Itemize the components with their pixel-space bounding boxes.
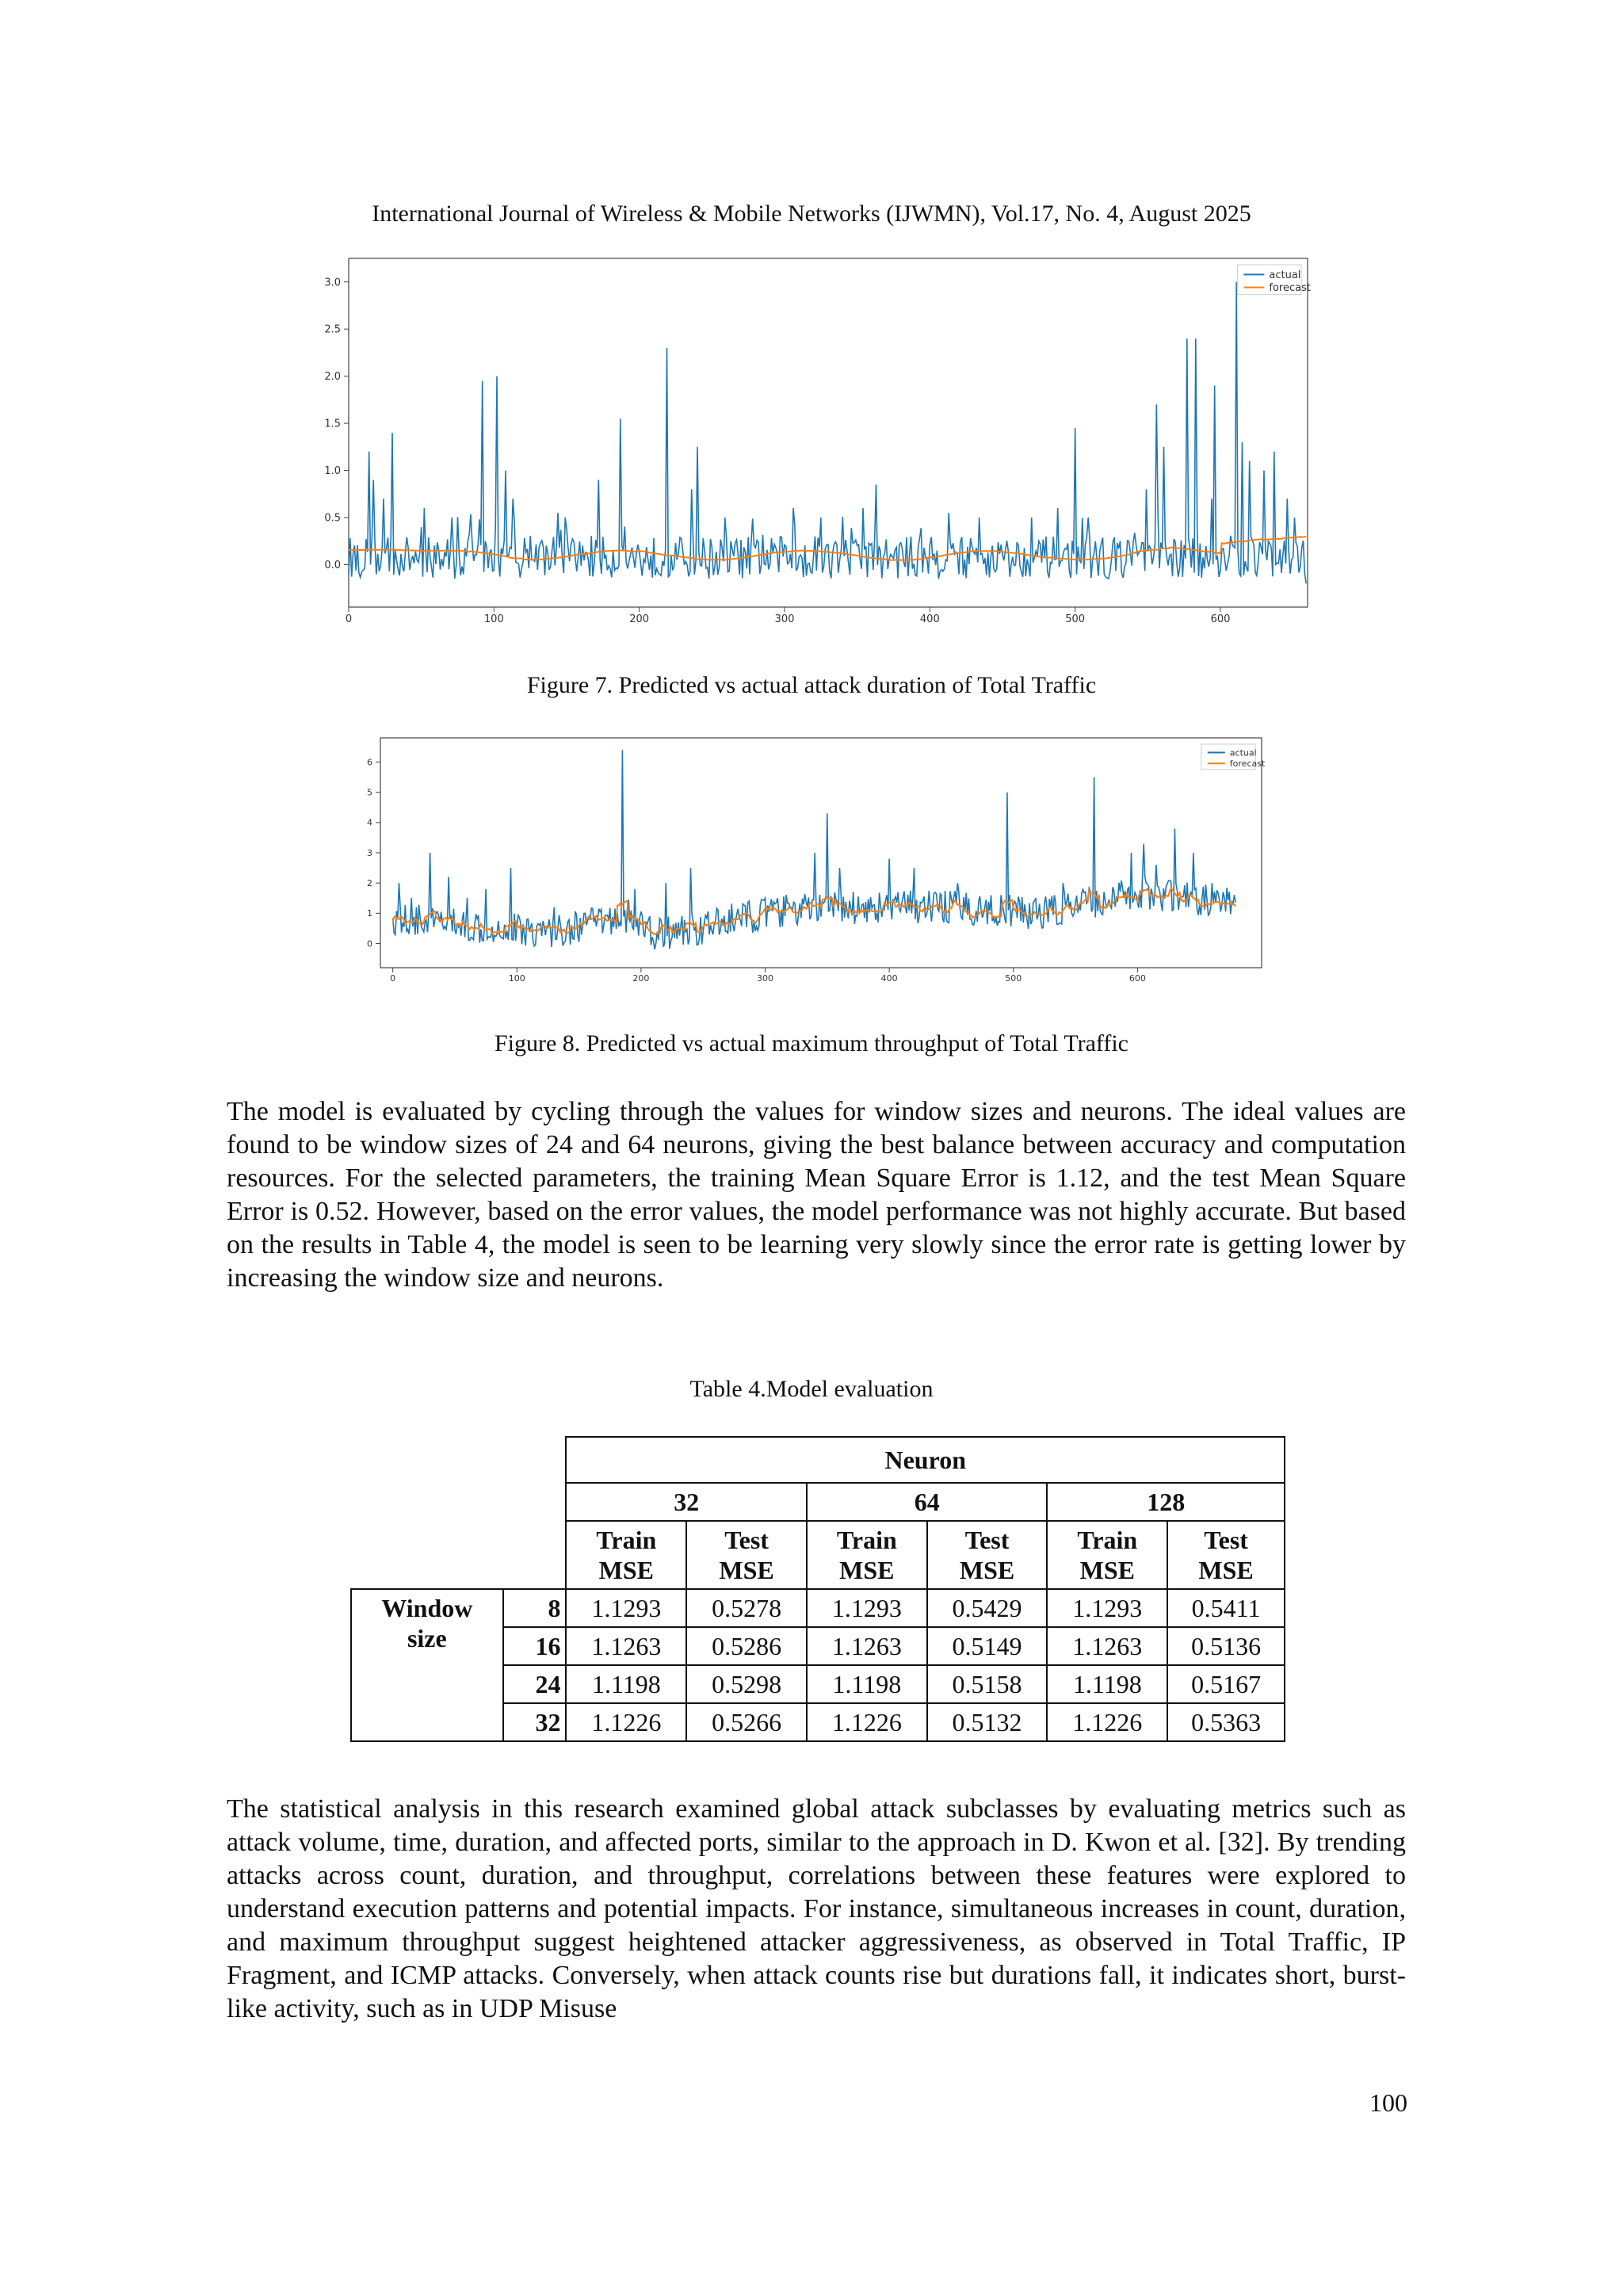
x-tick-label: 200	[632, 973, 650, 984]
table-cell: 1.1263	[1047, 1627, 1167, 1665]
x-tick-label: 500	[1005, 973, 1022, 984]
table-cell: 0.5298	[686, 1665, 807, 1703]
x-tick-label: 100	[508, 973, 525, 984]
table-cell: 0.5363	[1167, 1703, 1285, 1741]
y-tick-label: 2.0	[324, 371, 341, 384]
page-number: 100	[1369, 2088, 1407, 2117]
y-tick-label: 1.5	[324, 418, 341, 430]
figure-7-caption: Figure 7. Predicted vs actual attack duration of Total Traffic	[526, 672, 1097, 698]
x-tick-label: 0	[390, 973, 396, 984]
y-tick-label: 3.0	[324, 277, 341, 289]
table-row	[351, 1589, 1285, 1627]
legend-label: actual	[1229, 747, 1257, 758]
x-tick-label: 400	[919, 613, 940, 625]
table-cell: 1.1293	[807, 1589, 927, 1627]
y-tick-label: 1.0	[324, 465, 341, 478]
window-size-label: Window size	[351, 1589, 503, 1741]
legend-label: forecast	[1269, 282, 1311, 295]
window-size-cell: 8	[503, 1589, 567, 1627]
table-cell: 0.5411	[1167, 1589, 1285, 1627]
table-cell: 1.1198	[566, 1665, 686, 1703]
metric-header: Train MSE	[807, 1521, 927, 1589]
table-cell: 0.5167	[1167, 1665, 1285, 1703]
x-tick-label: 100	[483, 613, 504, 625]
table-cell: 1.1198	[1047, 1665, 1167, 1703]
x-tick-label: 600	[1128, 973, 1146, 984]
table-header-row-1	[351, 1437, 1285, 1483]
table-header-row-2	[351, 1483, 1285, 1521]
table-cell: 0.5278	[686, 1589, 807, 1627]
table-cell: 0.5266	[686, 1703, 807, 1741]
neuron-group-header: Neuron	[566, 1437, 1285, 1483]
model-evaluation-table	[350, 1436, 1285, 1742]
metric-header: Test MSE	[686, 1521, 807, 1589]
table-cell: 1.1263	[566, 1627, 686, 1665]
table-4-caption: Table 4.Model evaluation	[689, 1376, 934, 1402]
table-header-row-3	[351, 1521, 1285, 1589]
table-cell: 0.5136	[1167, 1627, 1285, 1665]
figure-8-caption: Figure 8. Predicted vs actual maximum throughput of Total Traffic	[494, 1030, 1128, 1056]
metric-header: Train MSE	[1047, 1521, 1167, 1589]
x-tick-label: 600	[1210, 613, 1231, 625]
table-cell: 0.5158	[927, 1665, 1048, 1703]
body-paragraph-2: The statistical analysis in this research examined global attack subclasses by evaluating metrics such as attack volume, time, duration, and affected ports, similar to the approach in D. Kwon et al. [32]. By trending attacks across count, duration, and throughput, correlations between these features were explored to understand execution patterns and potential impacts. For instance, simultaneous increases in count, duration, and maximum throughput suggest heightened attacker aggressiveness, as observed in Total Traffic, IP Fragment, and ICMP attacks. Conversely, when attack counts rise but durations fall, it indicates short, burst-like activity, such as in UDP Misuse	[227, 1794, 1406, 2023]
window-size-cell: 24	[503, 1665, 567, 1703]
x-tick-label: 300	[774, 613, 795, 625]
metric-header: Test MSE	[927, 1521, 1048, 1589]
neuron-count-header: 32	[566, 1483, 806, 1521]
table-cell: 0.5132	[927, 1703, 1048, 1741]
y-tick-label: 2.5	[324, 323, 341, 336]
x-tick-label: 200	[629, 613, 650, 625]
window-size-cell: 16	[503, 1627, 567, 1665]
y-tick-label: 6	[367, 757, 372, 768]
y-tick-label: 0	[367, 938, 372, 949]
table-cell: 1.1263	[807, 1627, 927, 1665]
window-size-cell: 32	[503, 1703, 567, 1741]
neuron-count-header: 64	[807, 1483, 1047, 1521]
body-paragraph-1: The model is evaluated by cycling through the values for window sizes and neurons. The ideal values are found to be window sizes of 24 and 64 neurons, giving the best balance between accuracy and computation resources. For the selected parameters, the training Mean Square Error is 1.12, and the test Mean Square Error is 0.52. However, based on the error values, the model performance was not highly accurate. But based on the results in Table 4, the model is seen to be learning very slowly since the error rate is getting lower by increasing the window size and neurons.	[227, 1097, 1406, 1293]
metric-header: Train MSE	[566, 1521, 686, 1589]
table-cell: 1.1198	[807, 1665, 927, 1703]
table-cell: 1.1226	[807, 1703, 927, 1741]
table-cell: 0.5286	[686, 1627, 807, 1665]
y-tick-label: 1	[367, 908, 372, 919]
table-cell: 1.1226	[566, 1703, 686, 1741]
plot-frame	[380, 738, 1262, 968]
x-tick-label: 500	[1065, 613, 1086, 625]
y-tick-label: 3	[367, 847, 372, 858]
x-tick-label: 300	[757, 973, 774, 984]
table-cell: 0.5149	[927, 1627, 1048, 1665]
metric-header: Test MSE	[1167, 1521, 1285, 1589]
table-cell: 0.5429	[927, 1589, 1048, 1627]
x-tick-label: 0	[345, 613, 353, 625]
x-tick-label: 400	[880, 973, 898, 984]
y-tick-label: 4	[367, 817, 372, 828]
legend-label: actual	[1269, 269, 1301, 281]
figure-7-chart	[301, 254, 1316, 634]
legend-label: forecast	[1229, 758, 1266, 770]
neuron-count-header: 128	[1047, 1483, 1285, 1521]
y-tick-label: 0.5	[324, 512, 341, 525]
y-tick-label: 5	[367, 787, 372, 798]
running-header: International Journal of Wireless & Mobile Networks (IJWMN), Vol.17, No. 4, August 2025	[372, 201, 1251, 227]
table-cell: 1.1293	[1047, 1589, 1167, 1627]
y-tick-label: 0.0	[324, 560, 341, 572]
table-cell: 1.1293	[566, 1589, 686, 1627]
figure-8-chart	[349, 733, 1268, 991]
table-cell: 1.1226	[1047, 1703, 1167, 1741]
y-tick-label: 2	[367, 878, 372, 889]
